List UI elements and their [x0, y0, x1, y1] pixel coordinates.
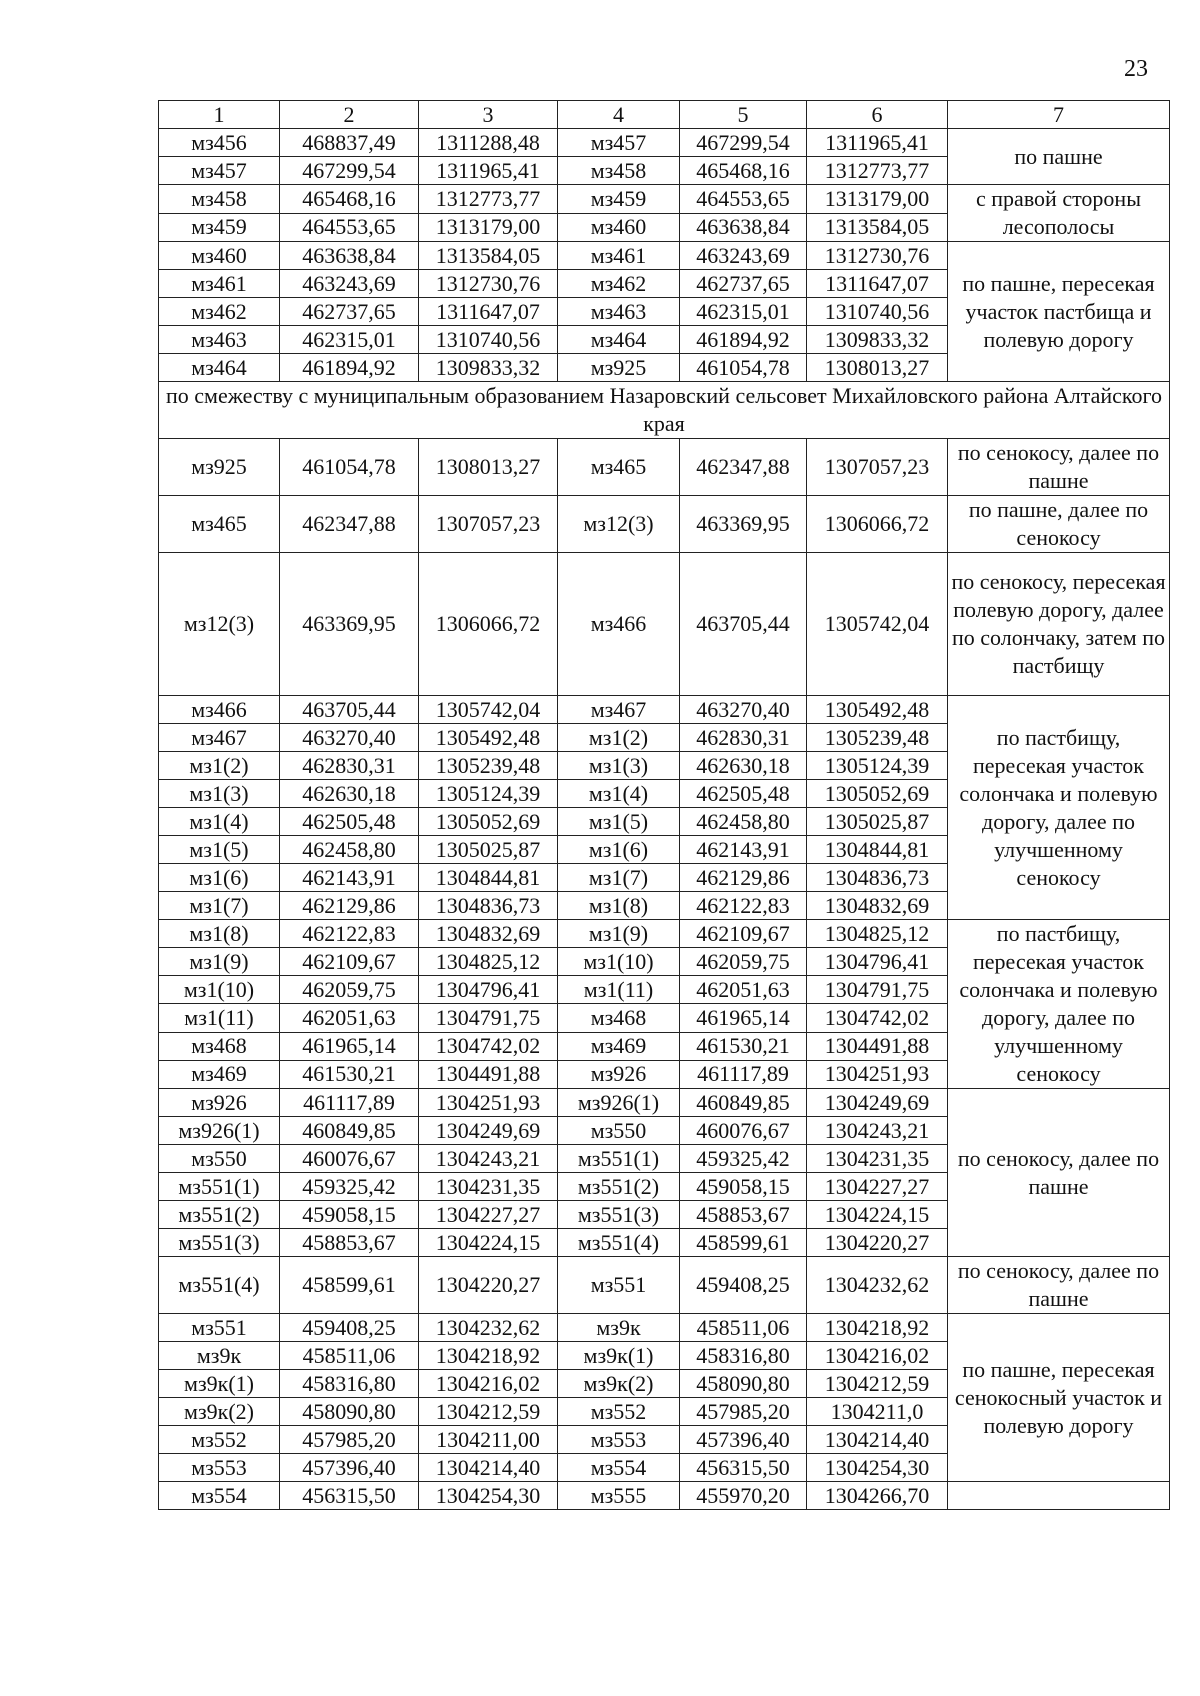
- point-to-cell: мз1(6): [558, 836, 680, 864]
- x-from-cell: 462315,01: [280, 326, 419, 354]
- x-to-cell: 458599,61: [680, 1229, 807, 1257]
- x-to-cell: 463243,69: [680, 242, 807, 270]
- x-from-cell: 462830,31: [280, 752, 419, 780]
- x-from-cell: 462059,75: [280, 976, 419, 1004]
- point-to-cell: мз12(3): [558, 496, 680, 553]
- column-header: 6: [807, 101, 948, 129]
- point-to-cell: мз1(2): [558, 724, 680, 752]
- point-to-cell: мз9к(1): [558, 1342, 680, 1370]
- y-to-cell: 1305742,04: [807, 553, 948, 696]
- x-to-cell: 462630,18: [680, 752, 807, 780]
- y-to-cell: 1311965,41: [807, 129, 948, 157]
- point-from-cell: мз467: [159, 724, 280, 752]
- y-from-cell: 1307057,23: [419, 496, 558, 553]
- x-from-cell: 461054,78: [280, 439, 419, 496]
- y-from-cell: 1305025,87: [419, 836, 558, 864]
- point-from-cell: мз459: [159, 213, 280, 242]
- y-from-cell: 1304791,75: [419, 1004, 558, 1032]
- point-to-cell: мз467: [558, 696, 680, 724]
- y-from-cell: 1305492,48: [419, 724, 558, 752]
- y-to-cell: 1304243,21: [807, 1117, 948, 1145]
- x-to-cell: 456315,50: [680, 1454, 807, 1482]
- y-from-cell: 1304251,93: [419, 1089, 558, 1117]
- y-to-cell: 1307057,23: [807, 439, 948, 496]
- point-from-cell: мз551(2): [159, 1201, 280, 1229]
- y-to-cell: 1304251,93: [807, 1060, 948, 1088]
- column-header: 5: [680, 101, 807, 129]
- x-to-cell: 462051,63: [680, 976, 807, 1004]
- point-to-cell: мз552: [558, 1398, 680, 1426]
- y-from-cell: 1304224,15: [419, 1229, 558, 1257]
- y-from-cell: 1304825,12: [419, 948, 558, 976]
- x-to-cell: 458511,06: [680, 1314, 807, 1342]
- x-from-cell: 462143,91: [280, 864, 419, 892]
- y-from-cell: 1304832,69: [419, 920, 558, 948]
- point-from-cell: мз466: [159, 696, 280, 724]
- x-from-cell: 464553,65: [280, 213, 419, 242]
- x-from-cell: 462737,65: [280, 298, 419, 326]
- x-to-cell: 461054,78: [680, 354, 807, 382]
- description-cell: по сенокосу, далее по пашне: [948, 1089, 1170, 1257]
- y-to-cell: 1304214,40: [807, 1426, 948, 1454]
- y-from-cell: 1304491,88: [419, 1060, 558, 1088]
- y-to-cell: 1311647,07: [807, 270, 948, 298]
- description-cell: по пашне, пересекая участок пастбища и полевую дорогу: [948, 242, 1170, 382]
- x-to-cell: 458090,80: [680, 1370, 807, 1398]
- point-to-cell: мз1(9): [558, 920, 680, 948]
- column-header: 3: [419, 101, 558, 129]
- x-to-cell: 459325,42: [680, 1145, 807, 1173]
- y-from-cell: 1312773,77: [419, 185, 558, 214]
- y-from-cell: 1304243,21: [419, 1145, 558, 1173]
- point-from-cell: мз1(2): [159, 752, 280, 780]
- point-from-cell: мз1(11): [159, 1004, 280, 1032]
- description-cell: по пастбищу, пересекая участок солончака и полевую дорогу, далее по улучшенному сенокосу: [948, 696, 1170, 920]
- y-to-cell: 1312773,77: [807, 157, 948, 185]
- y-to-cell: 1304266,70: [807, 1482, 948, 1510]
- x-from-cell: 459408,25: [280, 1314, 419, 1342]
- point-to-cell: мз553: [558, 1426, 680, 1454]
- y-from-cell: 1306066,72: [419, 553, 558, 696]
- point-from-cell: мз926: [159, 1089, 280, 1117]
- x-to-cell: 463270,40: [680, 696, 807, 724]
- y-from-cell: 1304220,27: [419, 1257, 558, 1314]
- x-to-cell: 460076,67: [680, 1117, 807, 1145]
- x-to-cell: 463705,44: [680, 553, 807, 696]
- point-from-cell: мз1(8): [159, 920, 280, 948]
- column-header: 4: [558, 101, 680, 129]
- x-from-cell: 468837,49: [280, 129, 419, 157]
- point-from-cell: мз1(6): [159, 864, 280, 892]
- y-to-cell: 1304844,81: [807, 836, 948, 864]
- x-from-cell: 459325,42: [280, 1173, 419, 1201]
- point-from-cell: мз462: [159, 298, 280, 326]
- x-from-cell: 459058,15: [280, 1201, 419, 1229]
- table-row: [159, 496, 1170, 553]
- point-from-cell: мз1(7): [159, 892, 280, 920]
- column-header: 7: [948, 101, 1170, 129]
- y-from-cell: 1305052,69: [419, 808, 558, 836]
- point-from-cell: мз468: [159, 1032, 280, 1060]
- x-from-cell: 458511,06: [280, 1342, 419, 1370]
- y-to-cell: 1304491,88: [807, 1032, 948, 1060]
- point-to-cell: мз551: [558, 1257, 680, 1314]
- point-to-cell: мз1(8): [558, 892, 680, 920]
- y-from-cell: 1305124,39: [419, 780, 558, 808]
- y-from-cell: 1304249,69: [419, 1117, 558, 1145]
- adjacency-note: по смежеству с муниципальным образованием Назаровский сельсовет Михайловского района Алтайского края: [159, 382, 1170, 439]
- x-from-cell: 462051,63: [280, 1004, 419, 1032]
- x-to-cell: 458316,80: [680, 1342, 807, 1370]
- x-to-cell: 462109,67: [680, 920, 807, 948]
- point-from-cell: мз554: [159, 1482, 280, 1510]
- y-from-cell: 1308013,27: [419, 439, 558, 496]
- x-from-cell: 457985,20: [280, 1426, 419, 1454]
- table-row: [159, 439, 1170, 496]
- x-to-cell: 461894,92: [680, 326, 807, 354]
- point-from-cell: мз9к(1): [159, 1370, 280, 1398]
- point-from-cell: мз551(1): [159, 1173, 280, 1201]
- description-cell: [948, 1482, 1170, 1510]
- x-to-cell: 457985,20: [680, 1398, 807, 1426]
- point-to-cell: мз551(1): [558, 1145, 680, 1173]
- x-to-cell: 462122,83: [680, 892, 807, 920]
- y-from-cell: 1311965,41: [419, 157, 558, 185]
- point-to-cell: мз925: [558, 354, 680, 382]
- point-to-cell: мз1(7): [558, 864, 680, 892]
- y-to-cell: 1304825,12: [807, 920, 948, 948]
- point-to-cell: мз551(4): [558, 1229, 680, 1257]
- y-from-cell: 1313179,00: [419, 213, 558, 242]
- y-from-cell: 1304742,02: [419, 1032, 558, 1060]
- table-row: [159, 242, 1170, 270]
- x-to-cell: 458853,67: [680, 1201, 807, 1229]
- x-from-cell: 461965,14: [280, 1032, 419, 1060]
- description-cell: по пашне, пересекая сенокосный участок и полевую дорогу: [948, 1314, 1170, 1482]
- description-cell: по сенокосу, пересекая полевую дорогу, далее по солончаку, затем по пастбищу: [948, 553, 1170, 696]
- point-from-cell: мз925: [159, 439, 280, 496]
- point-from-cell: мз553: [159, 1454, 280, 1482]
- point-from-cell: мз551(3): [159, 1229, 280, 1257]
- table-row: [159, 1257, 1170, 1314]
- point-to-cell: мз458: [558, 157, 680, 185]
- x-from-cell: 462109,67: [280, 948, 419, 976]
- y-to-cell: 1304224,15: [807, 1201, 948, 1229]
- point-to-cell: мз464: [558, 326, 680, 354]
- y-from-cell: 1312730,76: [419, 270, 558, 298]
- point-from-cell: мз551: [159, 1314, 280, 1342]
- y-to-cell: 1312730,76: [807, 242, 948, 270]
- x-from-cell: 461117,89: [280, 1089, 419, 1117]
- point-to-cell: мз926(1): [558, 1089, 680, 1117]
- x-from-cell: 463638,84: [280, 242, 419, 270]
- x-to-cell: 462830,31: [680, 724, 807, 752]
- point-from-cell: мз460: [159, 242, 280, 270]
- point-to-cell: мз926: [558, 1060, 680, 1088]
- x-from-cell: 457396,40: [280, 1454, 419, 1482]
- point-to-cell: мз463: [558, 298, 680, 326]
- x-from-cell: 462347,88: [280, 496, 419, 553]
- point-to-cell: мз462: [558, 270, 680, 298]
- y-from-cell: 1309833,32: [419, 354, 558, 382]
- x-from-cell: 463705,44: [280, 696, 419, 724]
- point-to-cell: мз550: [558, 1117, 680, 1145]
- point-to-cell: мз551(2): [558, 1173, 680, 1201]
- y-to-cell: 1306066,72: [807, 496, 948, 553]
- y-to-cell: 1305052,69: [807, 780, 948, 808]
- x-to-cell: 462347,88: [680, 439, 807, 496]
- y-to-cell: 1313584,05: [807, 213, 948, 242]
- y-from-cell: 1304216,02: [419, 1370, 558, 1398]
- y-from-cell: 1310740,56: [419, 326, 558, 354]
- point-to-cell: мз1(10): [558, 948, 680, 976]
- x-to-cell: 464553,65: [680, 185, 807, 214]
- description-cell: по пашне: [948, 129, 1170, 185]
- x-from-cell: 460849,85: [280, 1117, 419, 1145]
- y-from-cell: 1304227,27: [419, 1201, 558, 1229]
- x-from-cell: 462458,80: [280, 836, 419, 864]
- y-to-cell: 1304231,35: [807, 1145, 948, 1173]
- x-from-cell: 458853,67: [280, 1229, 419, 1257]
- point-from-cell: мз465: [159, 496, 280, 553]
- x-to-cell: 465468,16: [680, 157, 807, 185]
- y-to-cell: 1304212,59: [807, 1370, 948, 1398]
- y-from-cell: 1304254,30: [419, 1482, 558, 1510]
- y-to-cell: 1305239,48: [807, 724, 948, 752]
- y-to-cell: 1304232,62: [807, 1257, 948, 1314]
- y-to-cell: 1313179,00: [807, 185, 948, 214]
- y-to-cell: 1304742,02: [807, 1004, 948, 1032]
- point-from-cell: мз1(9): [159, 948, 280, 976]
- point-from-cell: мз463: [159, 326, 280, 354]
- y-from-cell: 1311647,07: [419, 298, 558, 326]
- point-to-cell: мз457: [558, 129, 680, 157]
- point-to-cell: мз554: [558, 1454, 680, 1482]
- table-row: [159, 1314, 1170, 1342]
- point-from-cell: мз9к(2): [159, 1398, 280, 1426]
- y-to-cell: 1304832,69: [807, 892, 948, 920]
- y-from-cell: 1304218,92: [419, 1342, 558, 1370]
- y-to-cell: 1304216,02: [807, 1342, 948, 1370]
- y-to-cell: 1304791,75: [807, 976, 948, 1004]
- point-from-cell: мз1(10): [159, 976, 280, 1004]
- point-from-cell: мз552: [159, 1426, 280, 1454]
- point-to-cell: мз461: [558, 242, 680, 270]
- x-to-cell: 459408,25: [680, 1257, 807, 1314]
- point-to-cell: мз460: [558, 213, 680, 242]
- point-to-cell: мз1(3): [558, 752, 680, 780]
- point-from-cell: мз926(1): [159, 1117, 280, 1145]
- column-header: 2: [280, 101, 419, 129]
- x-from-cell: 456315,50: [280, 1482, 419, 1510]
- x-to-cell: 455970,20: [680, 1482, 807, 1510]
- y-from-cell: 1304214,40: [419, 1454, 558, 1482]
- point-to-cell: мз1(5): [558, 808, 680, 836]
- point-from-cell: мз550: [159, 1145, 280, 1173]
- y-to-cell: 1304220,27: [807, 1229, 948, 1257]
- point-from-cell: мз1(5): [159, 836, 280, 864]
- x-from-cell: 461894,92: [280, 354, 419, 382]
- description-cell: по пастбищу, пересекая участок солончака и полевую дорогу, далее по улучшенному сенокосу: [948, 920, 1170, 1089]
- x-to-cell: 463638,84: [680, 213, 807, 242]
- x-from-cell: 462505,48: [280, 808, 419, 836]
- y-from-cell: 1304836,73: [419, 892, 558, 920]
- y-from-cell: 1304211,00: [419, 1426, 558, 1454]
- column-header: 1: [159, 101, 280, 129]
- y-from-cell: 1305239,48: [419, 752, 558, 780]
- x-to-cell: 462505,48: [680, 780, 807, 808]
- point-to-cell: мз469: [558, 1032, 680, 1060]
- x-to-cell: 461530,21: [680, 1032, 807, 1060]
- x-from-cell: 462630,18: [280, 780, 419, 808]
- point-to-cell: мз468: [558, 1004, 680, 1032]
- point-to-cell: мз555: [558, 1482, 680, 1510]
- x-to-cell: 462458,80: [680, 808, 807, 836]
- y-from-cell: 1311288,48: [419, 129, 558, 157]
- x-from-cell: 460076,67: [280, 1145, 419, 1173]
- point-from-cell: мз458: [159, 185, 280, 214]
- point-from-cell: мз1(3): [159, 780, 280, 808]
- table-row: [159, 553, 1170, 696]
- table-row: [159, 1089, 1170, 1117]
- table-row: [159, 185, 1170, 214]
- y-to-cell: 1304249,69: [807, 1089, 948, 1117]
- y-to-cell: 1304796,41: [807, 948, 948, 976]
- table-row: [159, 129, 1170, 157]
- y-to-cell: 1305124,39: [807, 752, 948, 780]
- x-to-cell: 457396,40: [680, 1426, 807, 1454]
- point-from-cell: мз9к: [159, 1342, 280, 1370]
- page-number: 23: [1124, 56, 1148, 82]
- x-from-cell: 465468,16: [280, 185, 419, 214]
- description-cell: по сенокосу, далее по пашне: [948, 439, 1170, 496]
- description-cell: по сенокосу, далее по пашне: [948, 1257, 1170, 1314]
- y-from-cell: 1304844,81: [419, 864, 558, 892]
- x-to-cell: 462143,91: [680, 836, 807, 864]
- point-to-cell: мз466: [558, 553, 680, 696]
- x-to-cell: 462737,65: [680, 270, 807, 298]
- point-to-cell: мз1(4): [558, 780, 680, 808]
- point-to-cell: мз551(3): [558, 1201, 680, 1229]
- x-to-cell: 467299,54: [680, 129, 807, 157]
- y-to-cell: 1310740,56: [807, 298, 948, 326]
- y-to-cell: 1309833,32: [807, 326, 948, 354]
- y-to-cell: 1304836,73: [807, 864, 948, 892]
- point-from-cell: мз1(4): [159, 808, 280, 836]
- y-from-cell: 1304231,35: [419, 1173, 558, 1201]
- y-to-cell: 1304218,92: [807, 1314, 948, 1342]
- x-to-cell: 459058,15: [680, 1173, 807, 1201]
- y-from-cell: 1305742,04: [419, 696, 558, 724]
- description-cell: с правой стороны лесополосы: [948, 185, 1170, 242]
- x-to-cell: 461117,89: [680, 1060, 807, 1088]
- point-from-cell: мз461: [159, 270, 280, 298]
- table-row: [159, 1482, 1170, 1510]
- point-to-cell: мз9к: [558, 1314, 680, 1342]
- description-cell: по пашне, далее по сенокосу: [948, 496, 1170, 553]
- table-row: [159, 920, 1170, 948]
- point-from-cell: мз464: [159, 354, 280, 382]
- x-from-cell: 458090,80: [280, 1398, 419, 1426]
- point-to-cell: мз459: [558, 185, 680, 214]
- point-from-cell: мз551(4): [159, 1257, 280, 1314]
- y-from-cell: 1304796,41: [419, 976, 558, 1004]
- x-to-cell: 460849,85: [680, 1089, 807, 1117]
- x-to-cell: 462315,01: [680, 298, 807, 326]
- x-from-cell: 463243,69: [280, 270, 419, 298]
- x-from-cell: 463369,95: [280, 553, 419, 696]
- point-from-cell: мз456: [159, 129, 280, 157]
- x-from-cell: 458316,80: [280, 1370, 419, 1398]
- x-to-cell: 463369,95: [680, 496, 807, 553]
- point-from-cell: мз12(3): [159, 553, 280, 696]
- x-from-cell: 461530,21: [280, 1060, 419, 1088]
- x-from-cell: 463270,40: [280, 724, 419, 752]
- header-row: [159, 101, 1170, 129]
- y-to-cell: 1305492,48: [807, 696, 948, 724]
- y-to-cell: 1304227,27: [807, 1173, 948, 1201]
- x-from-cell: 462122,83: [280, 920, 419, 948]
- x-from-cell: 467299,54: [280, 157, 419, 185]
- y-to-cell: 1304254,30: [807, 1454, 948, 1482]
- point-from-cell: мз469: [159, 1060, 280, 1088]
- table-row: [159, 696, 1170, 724]
- y-from-cell: 1313584,05: [419, 242, 558, 270]
- point-to-cell: мз1(11): [558, 976, 680, 1004]
- point-to-cell: мз9к(2): [558, 1370, 680, 1398]
- y-to-cell: 1304211,0: [807, 1398, 948, 1426]
- y-to-cell: 1305025,87: [807, 808, 948, 836]
- point-from-cell: мз457: [159, 157, 280, 185]
- y-from-cell: 1304212,59: [419, 1398, 558, 1426]
- adjacency-note-row: [159, 382, 1170, 439]
- x-to-cell: 461965,14: [680, 1004, 807, 1032]
- y-to-cell: 1308013,27: [807, 354, 948, 382]
- x-from-cell: 458599,61: [280, 1257, 419, 1314]
- x-to-cell: 462059,75: [680, 948, 807, 976]
- point-to-cell: мз465: [558, 439, 680, 496]
- y-from-cell: 1304232,62: [419, 1314, 558, 1342]
- x-to-cell: 462129,86: [680, 864, 807, 892]
- boundary-coordinates-table: [158, 100, 1170, 1510]
- x-from-cell: 462129,86: [280, 892, 419, 920]
